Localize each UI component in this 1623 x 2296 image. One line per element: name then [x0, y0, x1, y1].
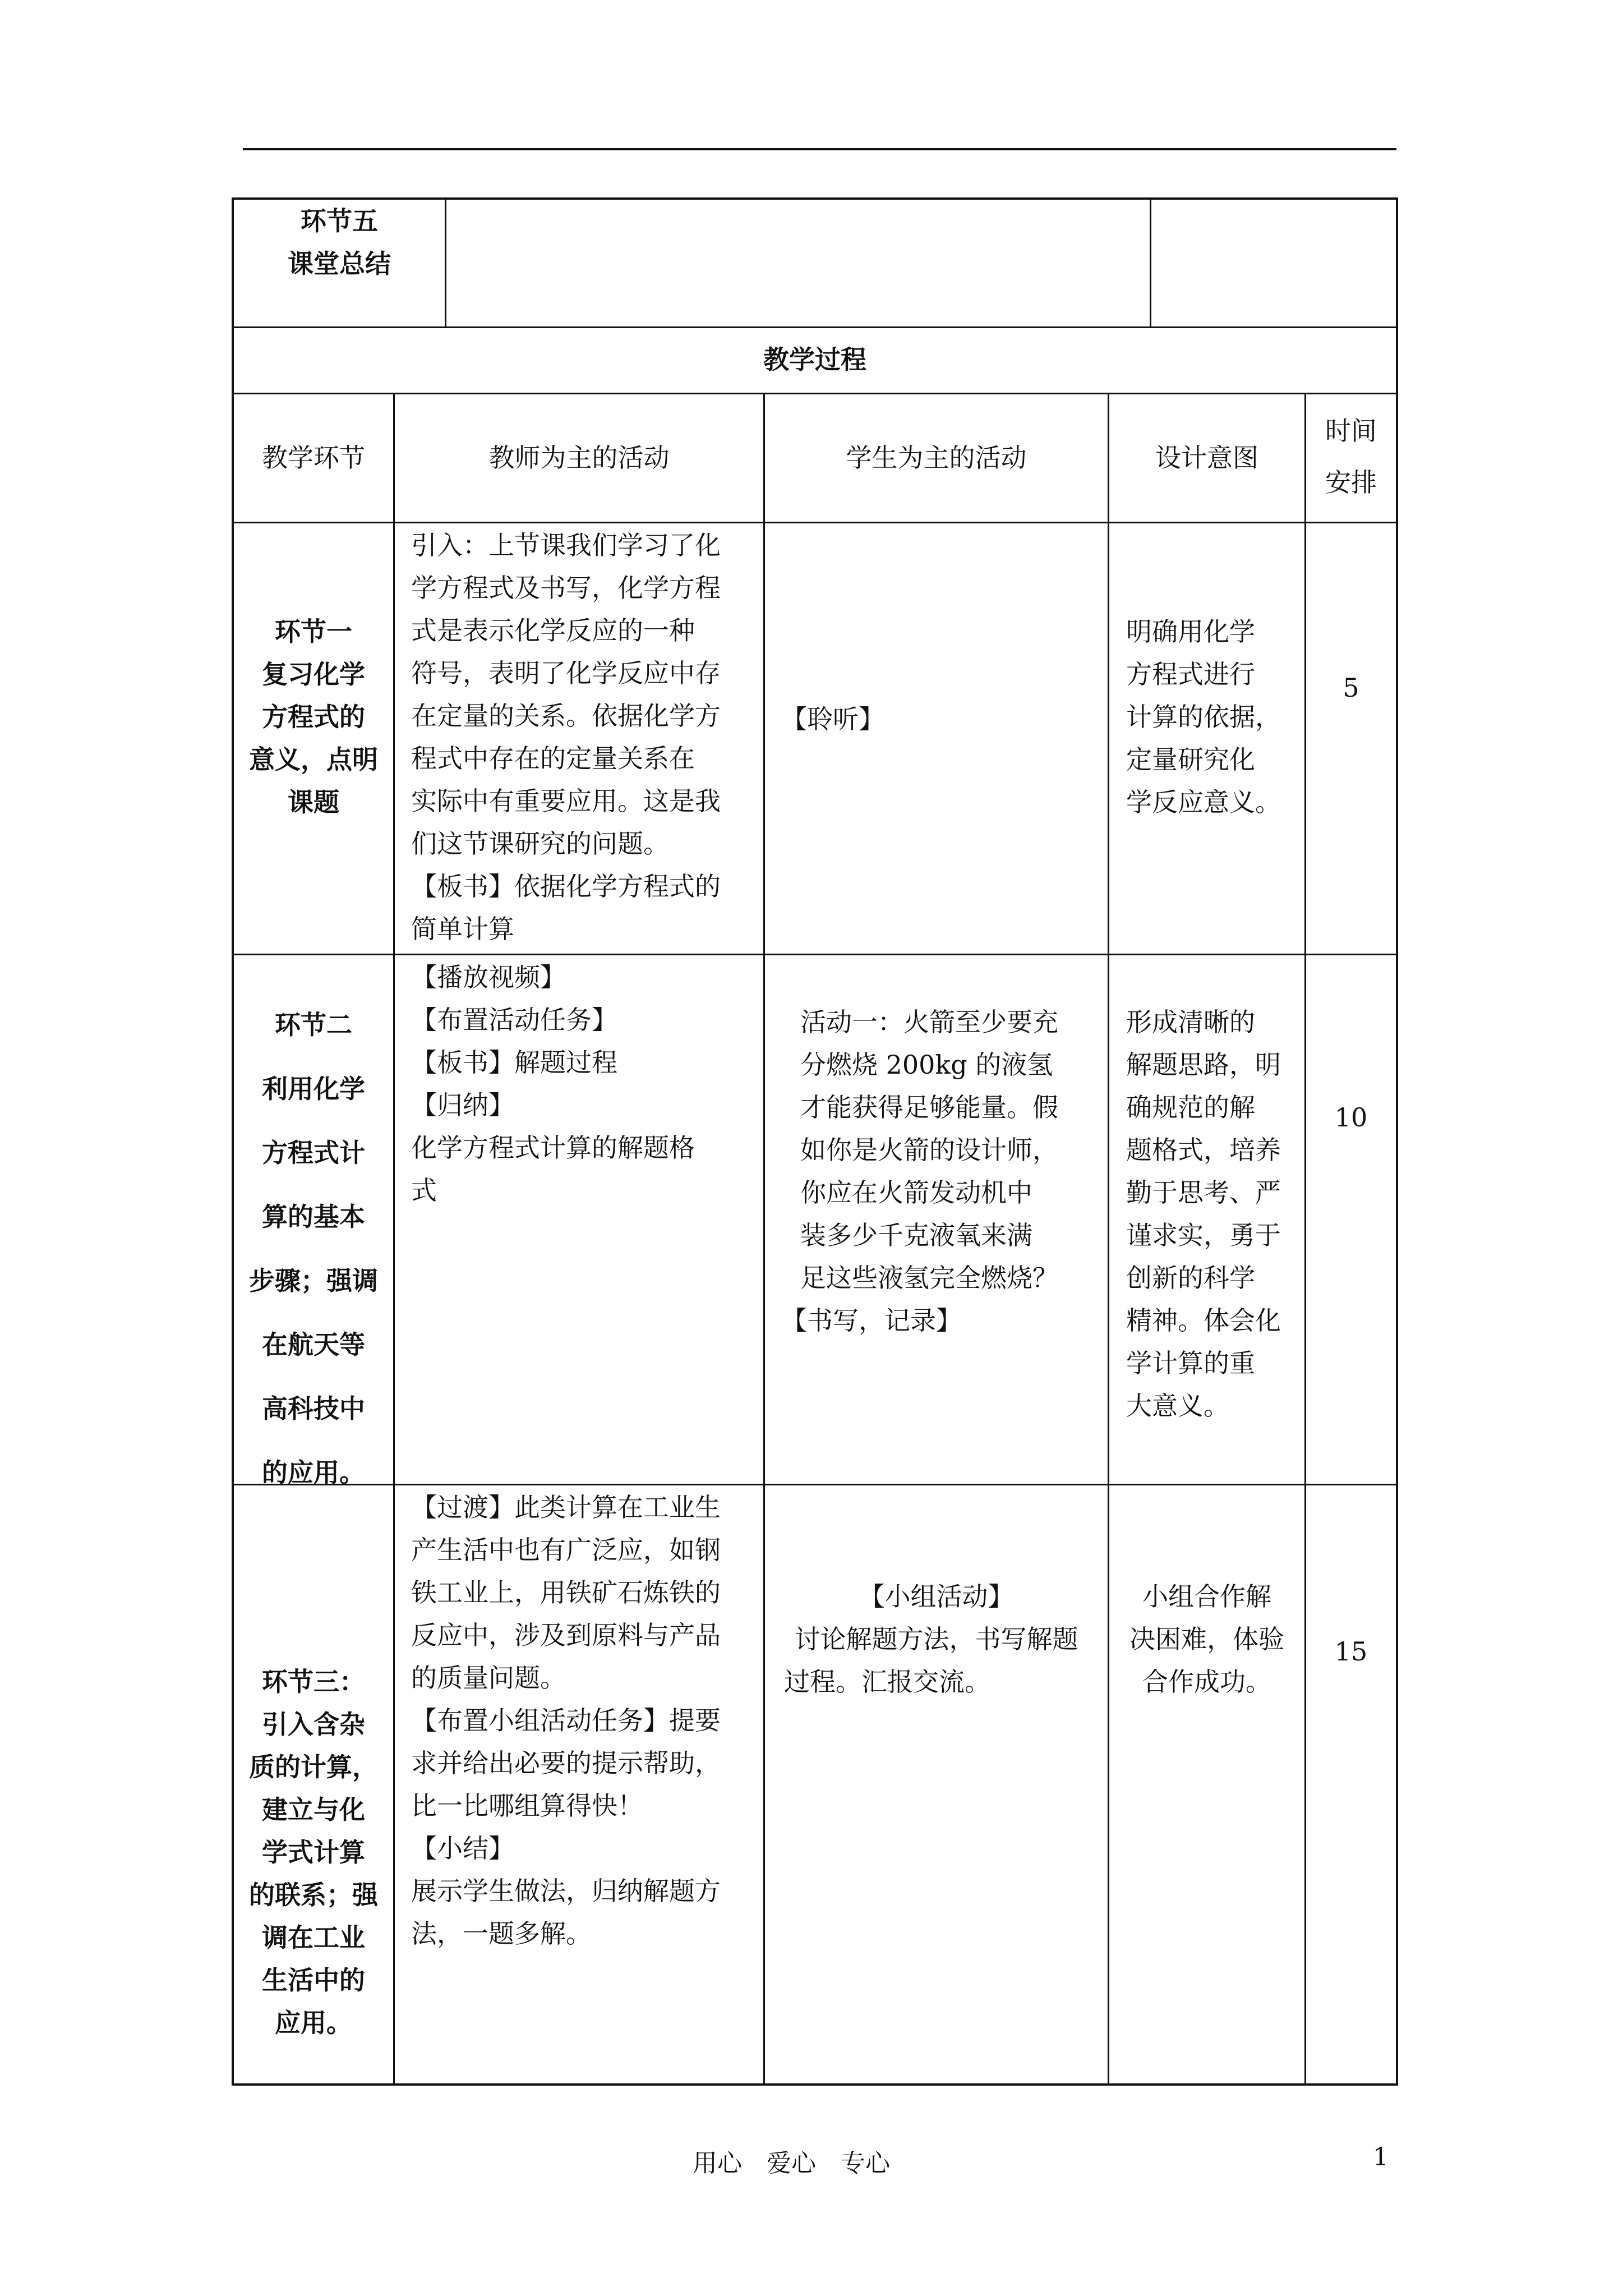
intent-line: 创新的科学	[1126, 1263, 1255, 1293]
teacher-line: 产生活中也有广泛应，如钢	[411, 1535, 721, 1565]
row1-teacher	[411, 524, 721, 950]
intent-line: 确规范的解	[1126, 1092, 1255, 1122]
summary-stage-line: 环节五	[301, 206, 378, 236]
row3-time: 15	[1334, 1636, 1368, 1667]
intent-line: 题格式，培养	[1126, 1135, 1281, 1165]
stage-line: 的应用。	[262, 1457, 365, 1488]
teacher-line: 引入：上节课我们学习了化	[411, 530, 721, 560]
student-line: 【书写，记录】	[781, 1305, 962, 1336]
header-time-line: 时间	[1325, 416, 1377, 446]
row2-stage	[234, 993, 393, 1504]
student-line: 装多少千克液氧来满	[800, 1220, 1032, 1250]
teacher-line: 比一比哪组算得快！	[411, 1791, 643, 1821]
row2-time: 10	[1334, 1102, 1368, 1133]
section-title: 教学过程	[763, 344, 866, 375]
intent-line: 计算的依据，	[1126, 702, 1281, 732]
stage-line: 调在工业	[262, 1922, 365, 1953]
stage-line: 建立与化	[262, 1795, 365, 1825]
student-line: 过程。汇报交流。	[784, 1667, 990, 1697]
teacher-line: 符号，表明了化学反应中存	[411, 658, 721, 688]
teacher-line: 在定量的关系。依据化学方	[411, 701, 721, 731]
intent-line: 学计算的重	[1126, 1348, 1255, 1378]
intent-line: 精神。体会化	[1126, 1305, 1281, 1336]
intent-line: 小组合作解	[1142, 1581, 1271, 1612]
teacher-line: 展示学生做法，归纳解题方	[411, 1876, 721, 1906]
stage-line: 环节一	[275, 616, 352, 647]
stage-line: 方程式计	[262, 1138, 365, 1168]
intent-line: 决困难，体验	[1129, 1624, 1284, 1654]
stage-line: 生活中的	[262, 1965, 365, 1995]
teacher-line: 铁工业上，用铁矿石炼铁的	[411, 1577, 721, 1608]
row3-intent	[1109, 1575, 1304, 1703]
teacher-line: 【板书】解题过程	[411, 1047, 617, 1078]
row1-student	[781, 698, 884, 740]
header-rule	[243, 148, 1396, 150]
intent-line: 明确用化学	[1126, 616, 1255, 647]
header-intent: 设计意图	[1155, 443, 1258, 473]
stage-line: 步骤；强调	[249, 1266, 378, 1296]
stage-line: 在航天等	[262, 1329, 365, 1360]
row1-stage	[234, 610, 393, 823]
student-line: 活动一：火箭至少要充	[800, 1007, 1058, 1037]
teacher-line: 式	[411, 1175, 437, 1205]
teacher-line: 式是表示化学反应的一种	[411, 615, 695, 646]
row1-intent	[1126, 610, 1281, 823]
teacher-line: 的质量问题。	[411, 1663, 566, 1693]
footer-motto: 用心 爱心 专心	[693, 2149, 890, 2178]
teacher-line: 们这节课研究的问题。	[411, 829, 669, 859]
stage-line: 应用。	[275, 2008, 352, 2038]
row2-intent	[1126, 1001, 1281, 1427]
teacher-line: 学方程式及书写，化学方程	[411, 573, 721, 603]
student-line: 【小组活动】	[859, 1581, 1014, 1612]
header-time	[1306, 405, 1396, 508]
header-student: 学生为主的活动	[846, 443, 1027, 473]
stage-line: 方程式的	[262, 702, 365, 732]
page-number: 1	[1373, 2143, 1389, 2171]
stage-line: 复习化学	[262, 659, 365, 689]
intent-line: 定量研究化	[1126, 744, 1255, 775]
summary-teacher-cell	[446, 200, 1150, 326]
stage-line: 引入含杂	[262, 1709, 365, 1740]
teacher-line: 简单计算	[411, 914, 514, 944]
row2-student	[781, 1001, 1058, 1342]
teacher-line: 反应中，涉及到原料与产品	[411, 1620, 721, 1650]
header-stage: 教学环节	[262, 443, 365, 473]
header-time-line: 安排	[1325, 467, 1377, 498]
summary-stage-line: 课堂总结	[288, 249, 391, 279]
teacher-line: 【过渡】此类计算在工业生	[411, 1492, 721, 1522]
stage-line: 环节二	[275, 1010, 352, 1040]
stage-line: 算的基本	[262, 1202, 365, 1232]
teacher-line: 程式中存在的定量关系在	[411, 743, 695, 774]
stage-line: 利用化学	[262, 1074, 365, 1104]
row3-stage	[234, 1660, 393, 2044]
student-line: 才能获得足够能量。假	[800, 1092, 1058, 1122]
student-line: 讨论解题方法，书写解题	[794, 1624, 1078, 1654]
teacher-line: 【板书】依据化学方程式的	[411, 871, 721, 901]
summary-time-cell	[1151, 200, 1396, 326]
teacher-line: 【归纳】	[411, 1090, 514, 1120]
intent-line: 谨求实，勇于	[1126, 1220, 1281, 1250]
student-line: 【聆听】	[781, 704, 884, 734]
teacher-line: 实际中有重要应用。这是我	[411, 786, 721, 816]
intent-line: 勤于思考、严	[1126, 1177, 1281, 1208]
stage-line: 的联系；强	[249, 1880, 378, 1910]
student-line: 足这些液氢完全燃烧？	[800, 1263, 1058, 1293]
teacher-line: 【布置小组活动任务】提要	[411, 1705, 721, 1736]
stage-line: 意义，点明	[249, 744, 378, 775]
teacher-line: 【小结】	[411, 1833, 514, 1864]
stage-line: 学式计算	[262, 1837, 365, 1867]
teacher-line: 求并给出必要的提示帮助，	[411, 1748, 721, 1778]
row1-time: 5	[1343, 673, 1359, 703]
row2-teacher	[411, 956, 695, 1212]
teacher-line: 法，一题多解。	[411, 1918, 592, 1949]
intent-line: 合作成功。	[1142, 1667, 1271, 1697]
intent-line: 形成清晰的	[1126, 1007, 1255, 1037]
stage-line: 环节三：	[262, 1667, 365, 1697]
intent-line: 学反应意义。	[1126, 787, 1281, 817]
stage-line: 课题	[288, 787, 339, 817]
summary-stage-label	[234, 200, 445, 285]
stage-line: 高科技中	[262, 1393, 365, 1424]
student-line: 分燃烧 200kg 的液氢	[800, 1050, 1053, 1080]
teacher-line: 【布置活动任务】	[411, 1005, 617, 1035]
row3-teacher	[411, 1486, 721, 1955]
intent-line: 大意义。	[1126, 1391, 1229, 1421]
intent-line: 方程式进行	[1126, 659, 1255, 689]
row3-student	[765, 1575, 1108, 1703]
student-line: 你应在火箭发动机中	[800, 1177, 1032, 1208]
intent-line: 解题思路，明	[1126, 1050, 1281, 1080]
stage-line: 质的计算，	[249, 1752, 378, 1782]
teacher-line: 【播放视频】	[411, 962, 566, 992]
teacher-line: 化学方程式计算的解题格	[411, 1133, 695, 1163]
student-line: 如你是火箭的设计师，	[800, 1135, 1058, 1165]
header-teacher: 教师为主的活动	[488, 443, 670, 473]
